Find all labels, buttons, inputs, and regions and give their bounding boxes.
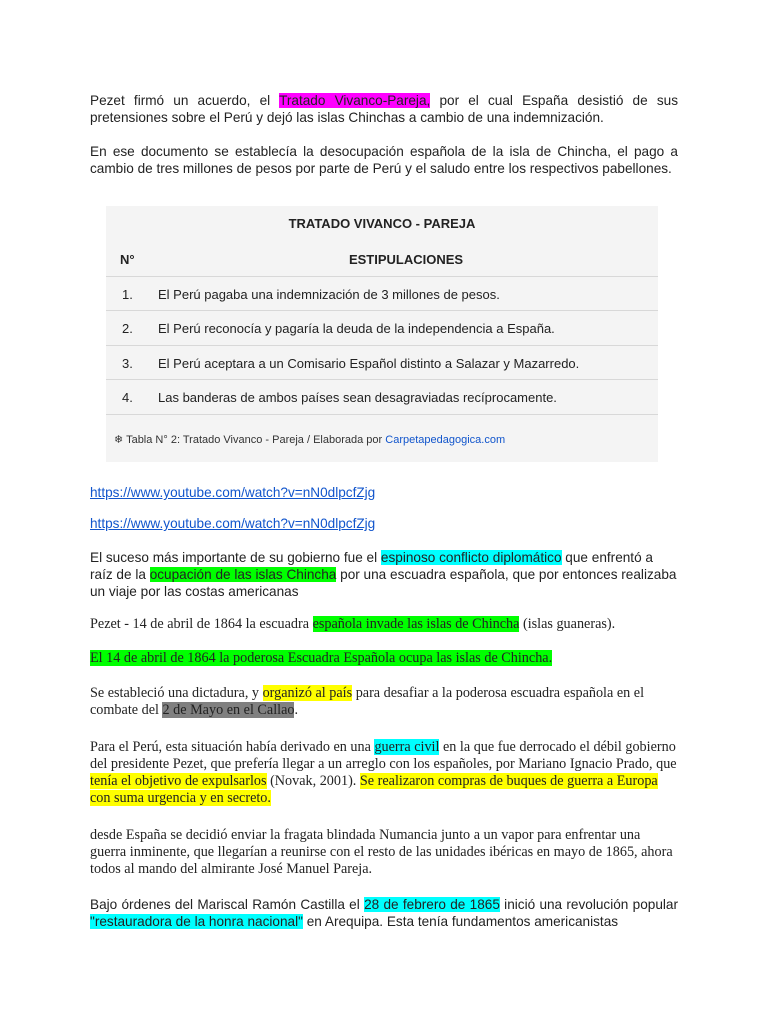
- paragraph-conflict: [90, 549, 678, 600]
- row-text: Las banderas de ambos países sean desagraviadas recíprocamente.: [158, 390, 557, 405]
- text: para desafiar a la poderosa escuadra española en el combate del: [90, 685, 645, 718]
- row-number: 4.: [122, 390, 133, 405]
- row-text: El Perú pagaba una indemnización de 3 millones de pesos.: [158, 287, 500, 302]
- highlight: organizó al país: [262, 685, 353, 701]
- paragraph-document-terms: En ese documento se establecía la desocupación española de la isla de Chincha, el pago a cambio de tres millones de pesos por parte de Perú y el saludo entre los respectivos pabellones.: [90, 144, 678, 176]
- caption-text: ❄ Tabla N° 2: Tratado Vivanco - Pareja / Elaborada por: [114, 434, 386, 446]
- paragraph-occupation: [90, 650, 678, 667]
- paragraph-numancia: desde España se decidió enviar la fragata blindada Numancia junto a un vapor para enfrentar una guerra inminente, que llegarían a reunirse con el resto de las unidades ibéricas en mayo de 1865, ahora todos al mando del almirante José Manuel Pareja.: [90, 827, 673, 877]
- paragraph-invasion: [90, 616, 678, 633]
- table-row: [106, 345, 658, 380]
- text: Pezet - 14 de abril de 1864 la escuadra: [90, 616, 313, 632]
- paragraph-link-2: [90, 515, 678, 532]
- row-text: El Perú aceptara a un Comisario Español distinto a Salazar y Mazarredo.: [158, 356, 580, 371]
- row-number: 3.: [122, 356, 133, 371]
- paragraph-civil-war: [90, 739, 678, 807]
- text: Se estableció una dictadura, y: [90, 685, 263, 701]
- table-row: [106, 276, 658, 311]
- text: El suceso más importante de su gobierno fue el: [90, 550, 381, 565]
- youtube-link[interactable]: https://www.youtube.com/watch?v=nN0dlpcfZjg: [90, 516, 376, 531]
- row-number: 1.: [122, 287, 133, 302]
- text: en Arequipa. Esta tenía fundamentos americanistas: [302, 914, 619, 929]
- text: por el cual España desistió de sus pretensiones sobre el Perú y dejó las islas Chinchas a cambio de una indemnización.: [90, 93, 678, 125]
- paragraph-link-1: [90, 484, 678, 501]
- highlight: Se realizaron compras de buques de guerra a Europa con suma urgencia y en secreto.: [90, 773, 658, 806]
- highlight: española invade las islas de Chincha: [312, 616, 520, 632]
- text: que enfrentó a raíz de la: [90, 550, 653, 582]
- highlight: ocupación de las islas Chincha: [149, 567, 337, 582]
- youtube-link[interactable]: https://www.youtube.com/watch?v=nN0dlpcfZjg: [90, 485, 376, 500]
- highlight: guerra civil: [374, 739, 440, 755]
- highlight: 2 de Mayo en el Callao: [162, 702, 295, 718]
- table-row: [106, 379, 658, 414]
- highlight: tenía el objetivo de expulsarlos: [90, 773, 267, 789]
- highlight: "restauradora de la honra nacional": [90, 914, 303, 929]
- text: Para el Perú, esta situación había derivado en una: [90, 739, 375, 755]
- highlight-treaty-name: Tratado Vivanco-Pareja,: [279, 93, 431, 108]
- table-header-num: N°: [120, 252, 135, 267]
- row-text: El Perú reconocía y pagaría la deuda de la independencia a España.: [158, 321, 555, 336]
- paragraph-dictatorship: [90, 685, 678, 719]
- text: Bajo órdenes del Mariscal Ramón Castilla el: [90, 897, 365, 912]
- highlight: El 14 de abril de 1864 la poderosa Escuadra Española ocupa las islas de Chincha.: [90, 650, 553, 666]
- table-caption: [114, 433, 505, 446]
- text: (Novak, 2001).: [266, 773, 360, 789]
- paragraph-castilla: [90, 896, 678, 930]
- text: Pezet firmó un acuerdo, el: [90, 93, 280, 108]
- row-number: 2.: [122, 321, 133, 336]
- text: por una escuadra española, que por entonces realizaba un viaje por las costas americanas: [90, 567, 677, 599]
- caption-link[interactable]: Carpetapedagogica.com: [385, 434, 506, 446]
- highlight: espinoso conflicto diplomático: [380, 550, 562, 565]
- table-title: TRATADO VIVANCO - PAREJA: [288, 216, 476, 231]
- table-divider: [106, 414, 658, 415]
- text: inició una revolución popular: [499, 897, 679, 912]
- treaty-table-image: [106, 206, 658, 462]
- text: .: [294, 702, 299, 718]
- paragraph-treaty-intro: [90, 92, 678, 126]
- table-row: [106, 310, 658, 345]
- text: en la que fue derrocado el débil gobierno del presidente Pezet, que prefería llegar a un arreglo con los españoles, por Mariano Ignacio Prado, que: [90, 739, 677, 772]
- text: (islas guaneras).: [519, 616, 616, 632]
- table-header-stipulations: ESTIPULACIONES: [348, 252, 464, 267]
- highlight: 28 de febrero de 1865: [364, 897, 500, 912]
